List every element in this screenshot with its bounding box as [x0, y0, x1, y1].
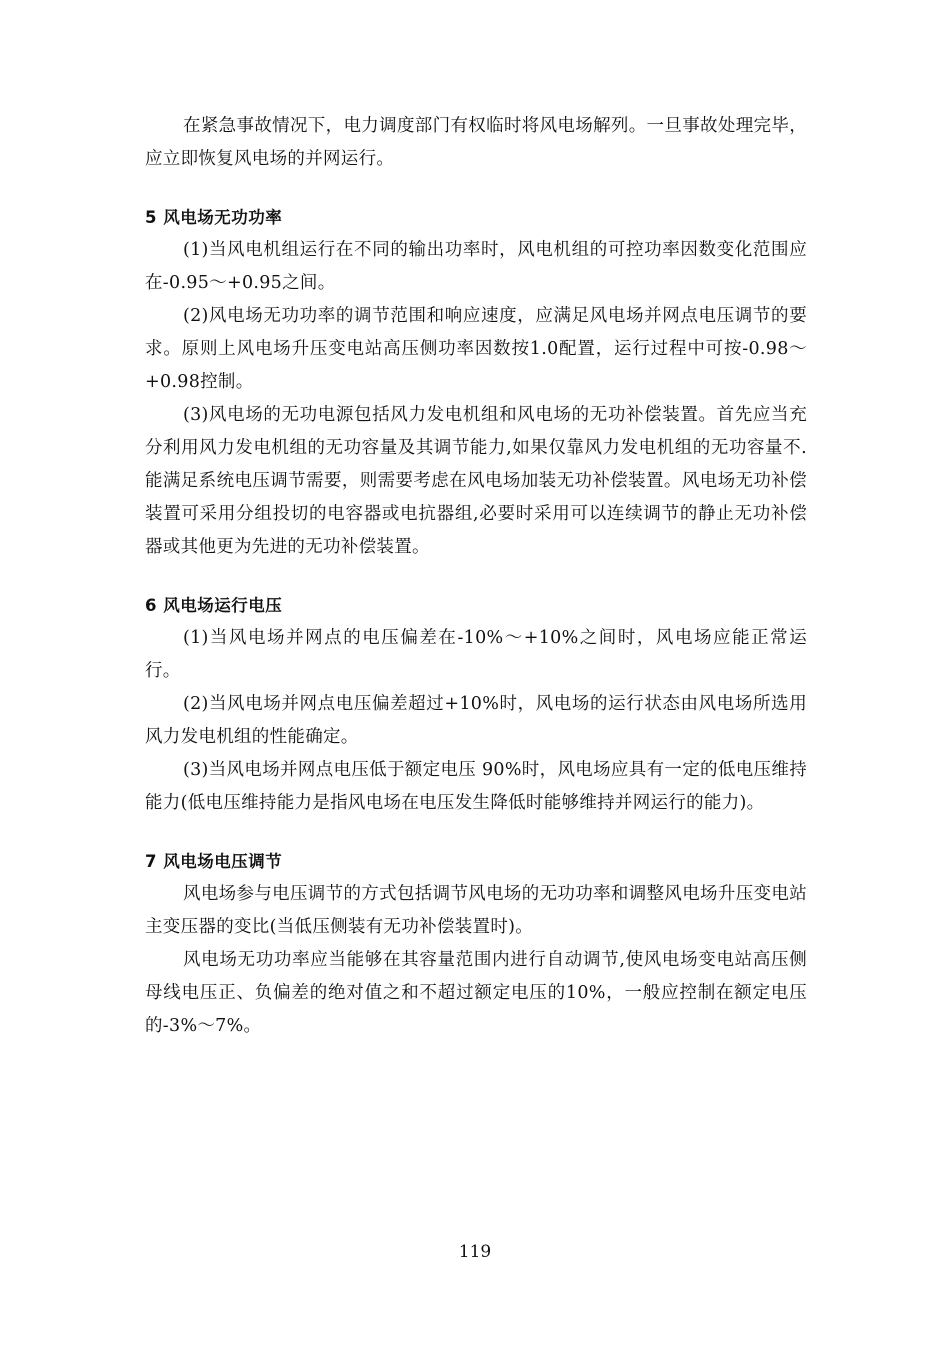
section-heading-6: 6 风电场运行电压 — [145, 596, 283, 615]
paragraph-6-1: (1)当风电场并网点的电压偏差在-10%～+10%之间时，风电场应能正常运行。 — [145, 628, 807, 681]
paragraph-6-3: (3)当风电场并网点电压低于额定电压 90%时，风电场应具有一定的低电压维持能力(低电压维持能力是指风电场在电压发生降低时能够维持并网运行的能力)。 — [145, 760, 807, 813]
page-number: 119 — [458, 1242, 492, 1262]
paragraph-emergency-disconnect: 在紧急事故情况下，电力调度部门有权临时将风电场解列。一旦事故处理完毕，应立即恢复风电场的并网运行。 — [145, 116, 807, 169]
paragraph-7-2: 风电场无功功率应当能够在其容量范围内进行自动调节,使风电场变电站高压侧母线电压正、负偏差的绝对值之和不超过额定电压的10%，一般应控制在额定电压的-3%～7%。 — [145, 950, 807, 1036]
paragraph-5-3: (3)风电场的无功电源包括风力发电机组和风电场的无功补偿装置。首先应当充分利用风力发电机组的无功容量及其调节能力,如果仅靠风力发电机组的无功容量不.能满足系统电压调节需要，则需要考虑在风电场加装无功补偿装置。风电场无功补偿装置可采用分组投切的电容器或电抗器组,必要时采用可以连续调节的静止无功补偿器或其他更为先进的无功补偿装置。 — [145, 405, 807, 557]
paragraph-5-2: (2)风电场无功功率的调节范围和响应速度，应满足风电场并网点电压调节的要求。原则上风电场升压变电站高压侧功率因数按1.0配置，运行过程中可按-0.98～+0.98控制。 — [145, 306, 807, 392]
page-content — [145, 110, 807, 1043]
paragraph-6-2: (2)当风电场并网点电压偏差超过+10%时，风电场的运行状态由风电场所选用风力发电机组的性能确定。 — [145, 694, 807, 747]
section-heading-7: 7 风电场电压调节 — [145, 852, 283, 871]
section-heading-5: 5 风电场无功功率 — [145, 208, 283, 227]
paragraph-5-1: (1)当风电机组运行在不同的输出功率时，风电机组的可控功率因数变化范围应在-0.95～+0.95之间。 — [145, 240, 807, 293]
paragraph-7-1: 风电场参与电压调节的方式包括调节风电场的无功功率和调整风电场升压变电站主变压器的变比(当低压侧装有无功补偿装置时)。 — [145, 884, 807, 937]
